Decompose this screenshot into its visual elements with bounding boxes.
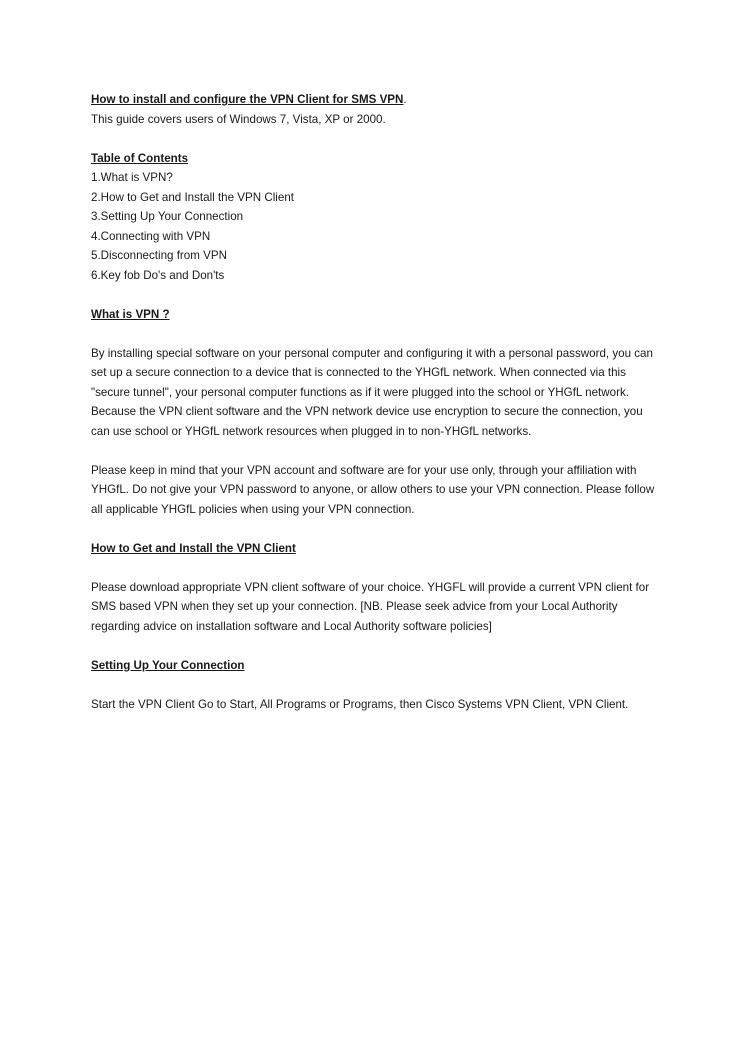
paragraph-what-is-vpn-2: Please keep in mind that your VPN account and software are for your use only, through your affiliation with YHGfL. Do not give your VPN password to anyone, or allow others to use your VPN connection. Please follow all applicable YHGfL policies when using your VPN connection. (91, 463, 655, 516)
toc-item: 1.What is VPN? (91, 171, 173, 184)
paragraph-get-install: Please download appropriate VPN client software of your choice. YHGFL will provide a current VPN client for SMS based VPN when they set up your connection. [NB. Please seek advice from your Local Authority regarding advice on installation software and Local Authority software policies] (91, 580, 650, 633)
paragraph-what-is-vpn-1: By installing special software on your personal computer and configuring it with a personal password, you can set up a secure connection to a device that is connected to the YHGfL network. When connected via this "secure tunnel", your personal computer functions as if it were plugged into the school or YHGfL network. Because the VPN client software and the VPN network device use encryption to secure the connection, you can use school or YHGfL network resources when plugged in to non-YHGfL networks. (91, 346, 653, 438)
toc-item: 5.Disconnecting from VPN (91, 249, 227, 262)
toc-item: 2.How to Get and Install the VPN Client (91, 190, 294, 204)
toc-heading: Table of Contents (91, 151, 189, 165)
paragraph-setting-up: Start the VPN Client Go to Start, All Programs or Programs, then Cisco Systems VPN Client, VPN Client. (91, 697, 629, 711)
document-subtitle: This guide covers users of Windows 7, Vista, XP or 2000. (91, 112, 386, 126)
document-title: How to install and configure the VPN Client for SMS VPN (91, 93, 404, 106)
document-title-line (91, 90, 660, 110)
document-title-period: . (403, 93, 407, 106)
section-heading-what-is-vpn: What is VPN ? (91, 307, 170, 321)
section-heading-setting-up: Setting Up Your Connection (91, 658, 245, 672)
section-heading-get-install: How to Get and Install the VPN Client (91, 541, 296, 555)
toc-item: 3.Setting Up Your Connection (91, 210, 244, 223)
toc-item: 4.Connecting with VPN (91, 229, 211, 243)
toc-item: 6.Key fob Do's and Don'ts (91, 268, 225, 282)
toc-list (91, 168, 660, 285)
